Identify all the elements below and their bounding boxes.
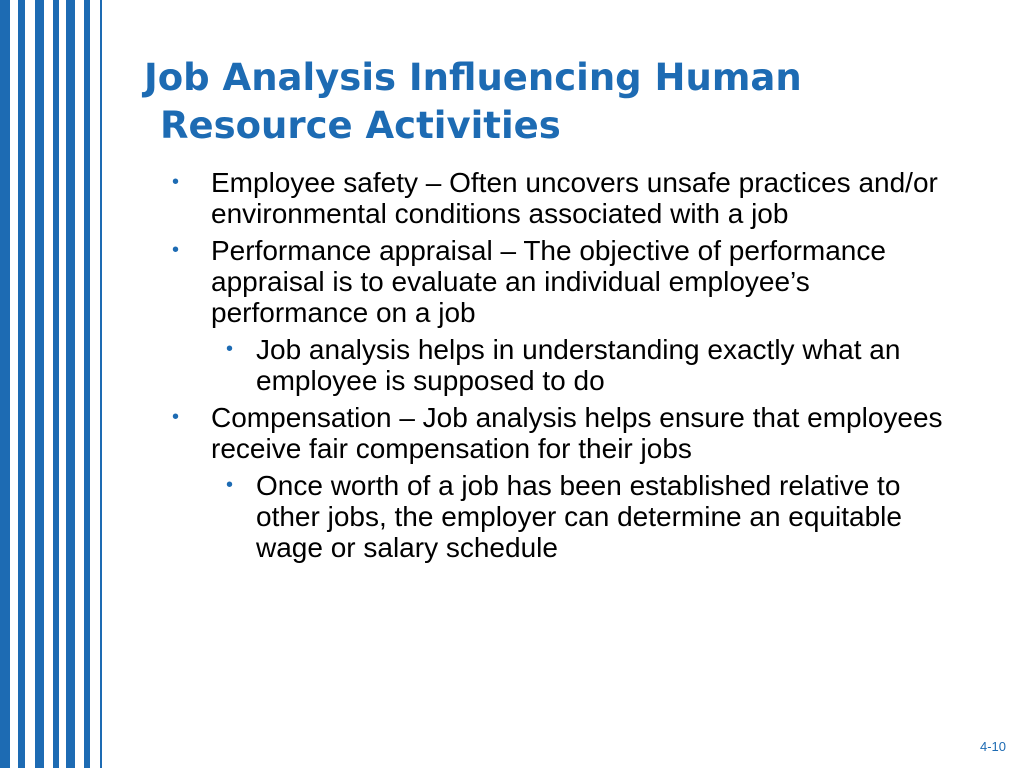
bullet-icon: • — [172, 171, 180, 193]
decorative-stripe — [66, 0, 75, 768]
sub-bullet-icon: • — [226, 474, 234, 496]
decorative-stripe — [84, 0, 90, 768]
decorative-stripe — [53, 0, 59, 768]
bullet-icon: • — [172, 406, 180, 428]
bullet-item-performance-appraisal — [168, 235, 958, 396]
bullet-item-employee-safety — [168, 167, 958, 229]
bullet-icon: • — [172, 239, 180, 261]
slide-title-line-1: Job Analysis Influencing Human — [144, 56, 802, 99]
sub-bullet-item — [211, 470, 958, 563]
sub-bullet-list — [211, 334, 958, 396]
sub-bullet-list — [211, 470, 958, 563]
bullet-text: Compensation – Job analysis helps ensure that employees receive fair compensation for their jobs — [211, 402, 943, 464]
sub-bullet-text: Job analysis helps in understanding exactly what an employee is supposed to do — [256, 334, 901, 396]
sub-bullet-icon: • — [226, 338, 234, 360]
decorative-stripe — [35, 0, 44, 768]
sub-bullet-text: Once worth of a job has been established relative to other jobs, the employer can determine an equitable wage or salary schedule — [256, 470, 902, 563]
bullet-item-compensation — [168, 402, 958, 563]
decorative-stripe — [100, 0, 102, 768]
bullet-text: Employee safety – Often uncovers unsafe practices and/or environmental conditions associated with a job — [211, 167, 938, 229]
decorative-stripe — [18, 0, 25, 768]
slide-title-line-2: Resource Activities — [160, 104, 561, 147]
page-number: 4-10 — [979, 739, 1006, 754]
slide-title — [144, 54, 904, 150]
sub-bullet-item — [211, 334, 958, 396]
bullet-text: Performance appraisal – The objective of performance appraisal is to evaluate an individual employee’s performance on a job — [211, 235, 886, 328]
decorative-stripe — [0, 0, 10, 768]
bullet-list — [168, 167, 958, 569]
